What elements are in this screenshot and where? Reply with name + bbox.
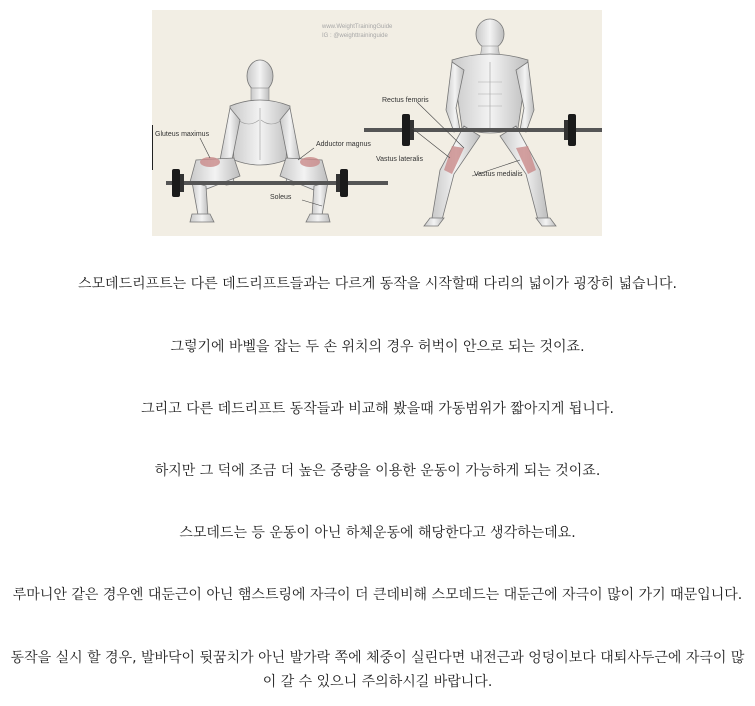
watermark-line-2: IG : @weighttraininguide (322, 33, 388, 39)
watermark (322, 23, 392, 41)
paragraph-2: 그렇기에 바벨을 잡는 두 손 위치의 경우 허벅이 안으로 되는 것이죠. (170, 339, 585, 355)
paragraph-5: 스모데드는 등 운동이 아닌 하체운동에 해당한다고 생각하는데요. (179, 525, 576, 541)
paragraph-4: 하지만 그 덕에 조금 더 높은 중량을 이용한 운동이 가능하게 되는 것이죠. (154, 463, 601, 479)
watermark-line-1: www.WeightTrainingGuide (322, 24, 393, 30)
label-soleus: Soleus (270, 194, 292, 201)
paragraph-7: 동작을 실시 할 경우, 발바닥이 뒷꿈치가 아닌 발가락 쪽에 체중이 실린다면 내전근과 엉덩이보다 대퇴사두근에 자극이 많이 갈 수 있으니 주의하시길 바랍니다. (10, 650, 745, 690)
paragraph-6: 루마니안 같은 경우엔 대둔근이 아닌 햄스트링에 자극이 더 큰데비해 스모데드는 대둔근에 자극이 많이 가기 때문입니다. (12, 587, 743, 603)
label-gluteus-maximus: Gluteus maximus (155, 131, 210, 138)
left-figure (190, 60, 330, 222)
paragraph-3: 그리고 다른 데드리프트 동작들과 비교해 봤을때 가동범위가 짧아지게 됩니다. (141, 401, 614, 417)
label-rectus-femoris: Rectus femoris (382, 97, 429, 104)
right-figure (424, 19, 556, 226)
sumo-deadlift-illustration (152, 10, 602, 236)
label-adductor-magnus: Adductor magnus (316, 141, 371, 148)
paragraph-1: 스모데드리프트는 다른 데드리프트들과는 다르게 동작을 시작할때 다리의 넓이가 굉장히 넓습니다. (78, 276, 677, 292)
anatomy-figure (152, 10, 602, 236)
label-vastus-lateralis: Vastus lateralis (376, 156, 423, 163)
label-vastus-medialis: Vastus medialis (474, 171, 523, 178)
